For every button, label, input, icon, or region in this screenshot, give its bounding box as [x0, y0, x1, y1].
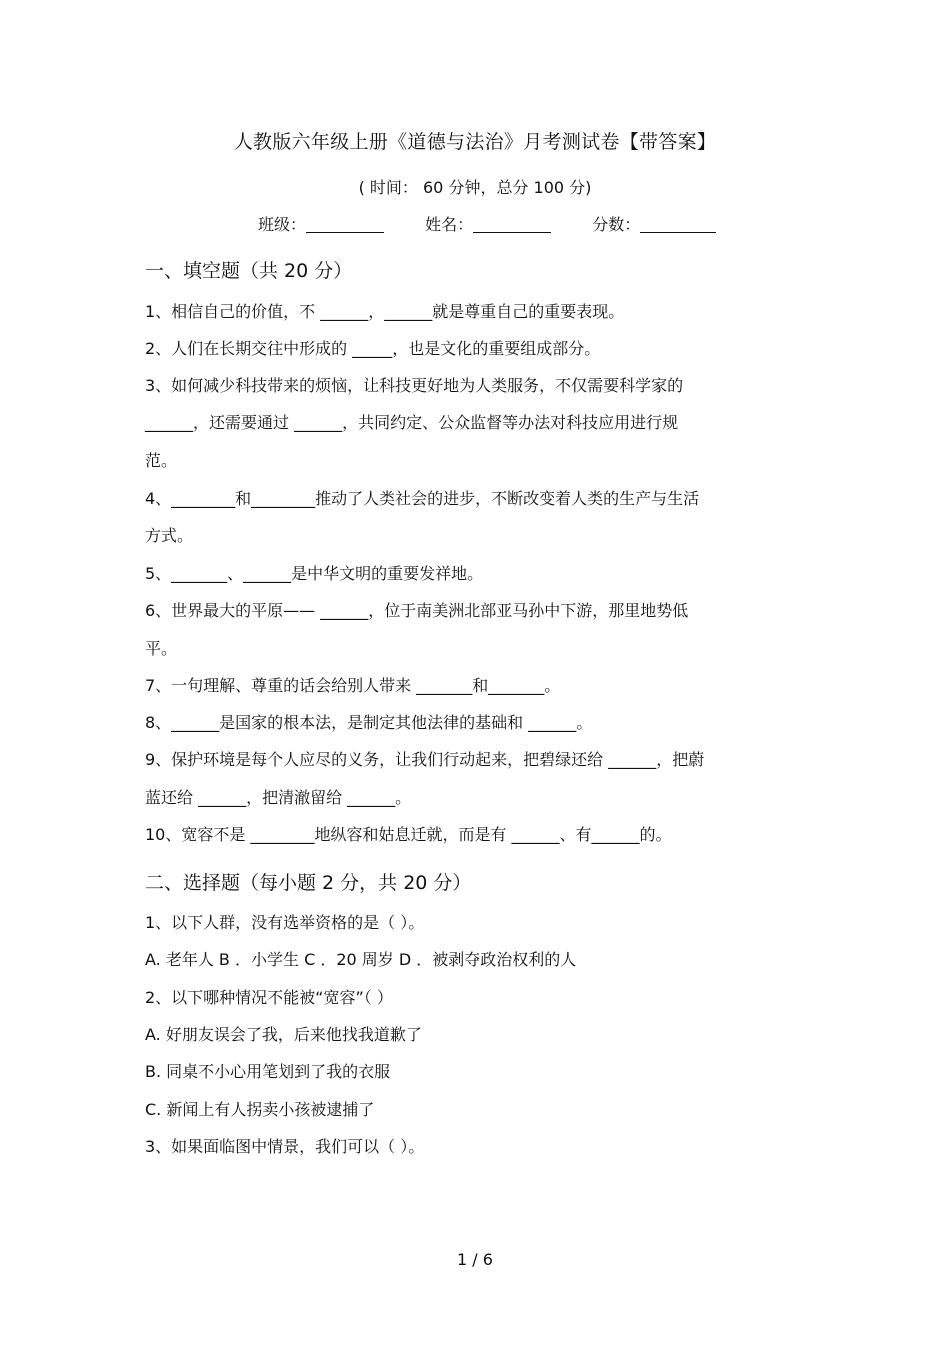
question-line: 方式。: [145, 526, 194, 545]
option-line: C. 新闻上有人拐卖小孩被逮捕了: [145, 1100, 375, 1119]
question-line: 1、以下人群，没有选举资格的是（ ）。: [145, 913, 425, 932]
question-line: 8、______是国家的根本法，是制定其他法律的基础和 ______。: [145, 713, 593, 732]
score-label: 分数：: [592, 215, 641, 234]
option-line: A. 老年人 B ．小学生 C ．20 周岁 D ．被剥夺政治权利的人: [145, 950, 577, 969]
question-line: 6、世界最大的平原—— ______，位于南美洲北部亚马孙中下游，那里地势低: [145, 601, 689, 620]
question-line: 蓝还给 ______，把清澈留给 ______。: [145, 788, 412, 807]
question-line: 5、_______、______是中华文明的重要发祥地。: [145, 564, 484, 583]
page-title: 人教版六年级上册《道德与法治》月考测试卷【带答案】: [233, 131, 717, 153]
question-line: 2、人们在长期交往中形成的 _____，也是文化的重要组成部分。: [145, 339, 601, 358]
section-choice-title: 二、选择题（每小题 2 分，共 20 分）: [145, 872, 472, 894]
question-line: 3、如何减少科技带来的烦恼，让科技更好地为人类服务，不仅需要科学家的: [145, 376, 684, 395]
exam-time-info: ( 时间： 60 分钟，总分 100 分): [358, 178, 592, 197]
class-blank: [306, 216, 384, 233]
class-label: 班级：: [258, 215, 307, 234]
page-number: 1 / 6: [457, 1250, 493, 1269]
option-line: B. 同桌不小心用笔划到了我的衣服: [145, 1062, 391, 1081]
name-label: 姓名：: [425, 215, 474, 234]
question-line: 平。: [145, 639, 178, 658]
question-line: 3、如果面临图中情景，我们可以（ ）。: [145, 1137, 425, 1156]
question-line: 2、以下哪种情况不能被“宽容”（ ）: [145, 988, 393, 1007]
question-line: 10、宽容不是 ________地纵容和姑息迁就，而是有 ______、有______的。: [145, 825, 672, 844]
question-line: 范。: [145, 451, 178, 470]
question-line: 7、一句理解、尊重的话会给别人带来 _______和_______。: [145, 676, 561, 695]
question-line: 1、相信自己的价值，不 ______，______就是尊重自己的重要表现。: [145, 302, 625, 321]
name-blank: [473, 216, 551, 233]
question-line: 4、________和________推动了人类社会的进步，不断改变着人类的生产与生活: [145, 489, 700, 508]
student-info-row: [258, 212, 716, 235]
section-fill-in-title: 一、填空题（共 20 分）: [145, 260, 353, 282]
score-blank: [640, 216, 716, 233]
question-line: ______，还需要通过 ______，共同约定、公众监督等办法对科技应用进行规: [145, 413, 679, 432]
option-line: A. 好朋友误会了我，后来他找我道歉了: [145, 1025, 422, 1044]
question-line: 9、保护环境是每个人应尽的义务，让我们行动起来，把碧绿还给 ______，把蔚: [145, 750, 705, 769]
